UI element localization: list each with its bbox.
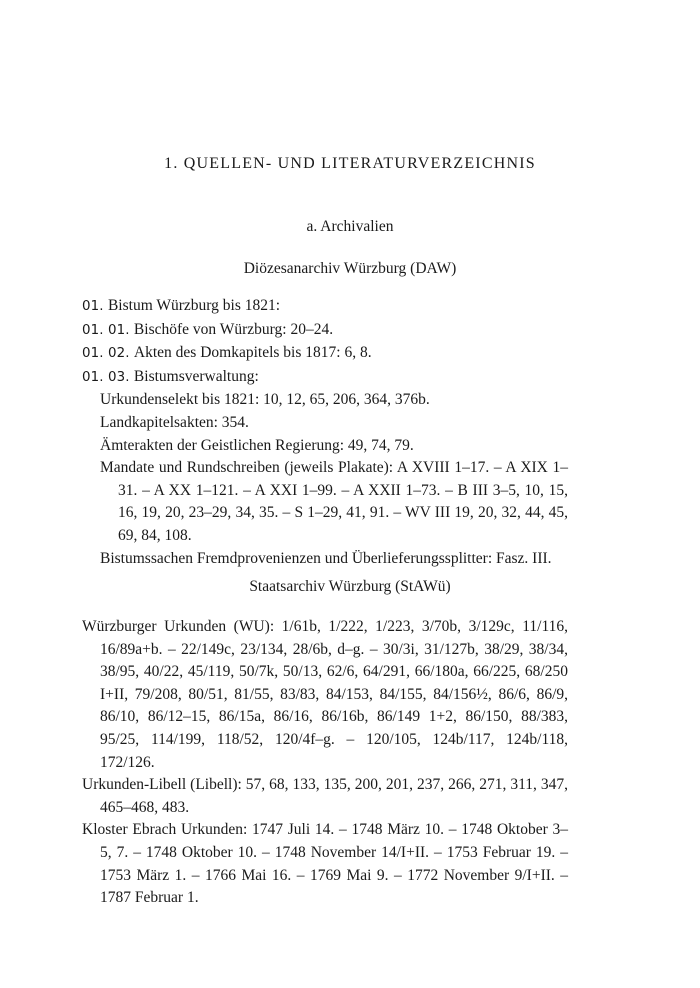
archive-heading-daw: Diözesanarchiv Würzburg (DAW): [243, 260, 457, 277]
list-item: [82, 295, 568, 319]
entry-code: 01.: [82, 299, 104, 314]
sub-entry: Landkapitelsakten: 354.: [100, 413, 249, 431]
sub-entry: Urkundenselekt bis 1821: 10, 12, 65, 206, 364, 376b.: [100, 391, 430, 409]
entry-text: Bistumsverwaltung:: [133, 367, 259, 385]
list-item: [82, 366, 568, 390]
sub-entry: Bistumssachen Fremdprovenienzen und Überlieferungssplitter: Fasz. III.: [100, 549, 552, 567]
sub-entry: Mandate und Rundschreiben (jeweils Plakate): A XVIII 1–17. – A XIX 1–31. – A XX 1–121. – A XXI 1–99. – A XXII 1–73. – B III 3–5, 10, 15, 16, 19, 20, 23–29, 34, 35. – S 1–29, 41, 91. – WV III 19, 20, 32, 44, 45, 69, 84, 108.: [100, 459, 568, 544]
archive-list-daw: [82, 295, 568, 570]
list-item: Kloster Ebrach Urkunden: 1747 Juli 14. – 1748 März 10. – 1748 Oktober 3–5, 7. – 1748 Oktober 10. – 1748 November 14/I+II. – 1753 Februar 19. – 1753 März 1. – 1766 Mai 16. – 1769 Mai 9. – 1772 November 9/I+II. – 1787 Februar 1.: [82, 821, 568, 907]
list-item: Würzburger Urkunden (WU): 1/61b, 1/222, 1/223, 3/70b, 3/129c, 11/116, 16/89a+b. – 22/149c, 23/134, 28/6b, d–g. – 30/3i, 31/127b, 38/29, 38/34, 38/95, 40/22, 45/119, 50/7k, 50/13, 62/6, 64/291, 66/180a, 66/225, 68/250 I+II, 79/208, 80/51, 81/55, 83/83, 84/153, 84/155, 84/156½, 86/6, 86/9, 86/10, 86/12–15, 86/15a, 86/16, 86/16b, 86/149 1+2, 86/150, 88/383, 95/25, 114/199, 118/52, 120/4f–g. – 120/105, 124b/117, 124b/118, 172/126.: [82, 618, 568, 771]
entry-code: 01. 02.: [82, 346, 130, 362]
archive-heading-stawue: Staatsarchiv Würzburg (StAWü): [249, 578, 451, 595]
sub-entry: Ämterakten der Geistlichen Regierung: 49, 74, 79.: [100, 436, 414, 454]
entry-text: Bischöfe von Würzburg: 20–24.: [133, 320, 334, 338]
section-heading: a. Archivalien: [306, 218, 394, 235]
chapter-title: 1. QUELLEN- UND LITERATURVERZEICHNIS: [164, 155, 536, 172]
list-item: Urkunden-Libell (Libell): 57, 68, 133, 135, 200, 201, 237, 266, 271, 311, 347, 465–468, 483.: [82, 776, 568, 816]
entry-text: Akten des Domkapitels bis 1817: 6, 8.: [133, 344, 372, 362]
list-item: [82, 342, 568, 366]
entry-code: 01. 01.: [82, 322, 130, 338]
entry-text: Bistum Würzburg bis 1821:: [107, 297, 281, 314]
entry-code: 01. 03.: [82, 369, 130, 385]
list-item: [82, 319, 568, 343]
archive-list-stawue: [82, 616, 568, 910]
